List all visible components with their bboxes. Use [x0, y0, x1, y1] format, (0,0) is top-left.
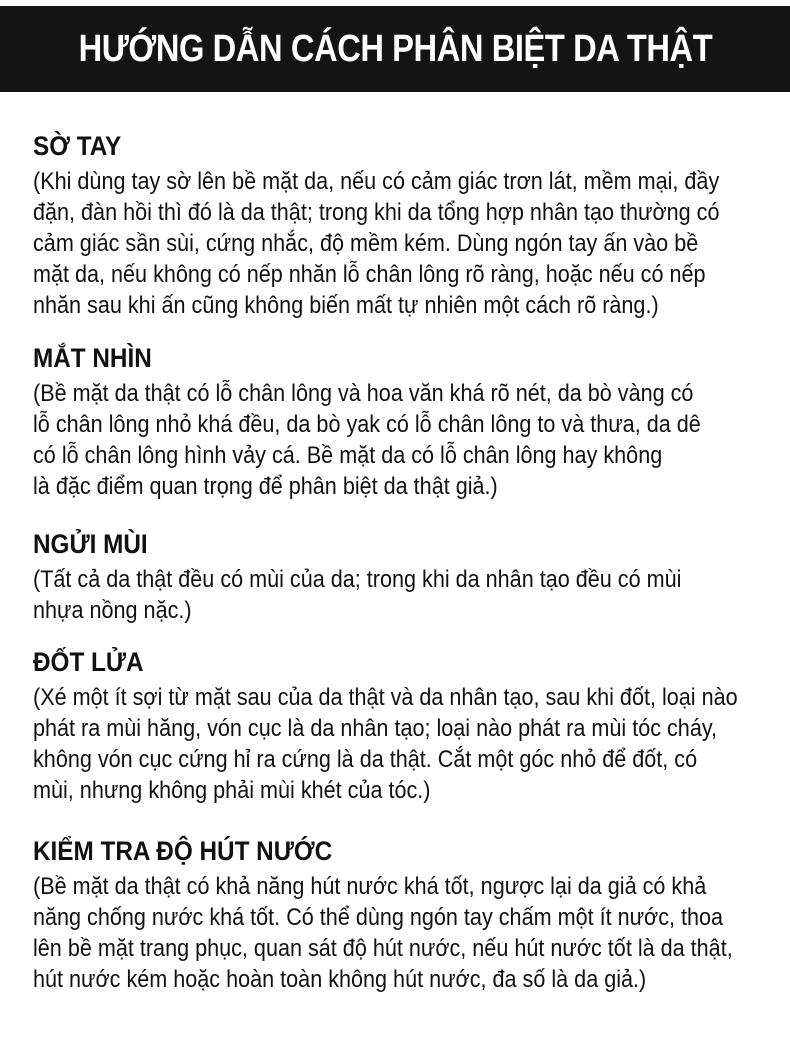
section-body: (Bề mặt da thật có lỗ chân lông và hoa văn khá rõ nét, da bò vàng có lỗ chân lông nhỏ khá đều, da bò yak có lỗ chân lông to và thưa, da dê có lỗ chân lông hình vảy cá. Bề mặt da có lỗ chân lông hay không là đặc điểm quan trọng để phân biệt da thật giả.) [33, 380, 701, 500]
section-burn [33, 646, 790, 806]
section-heading: SỜ TAY [33, 131, 122, 161]
page-title: HƯỚNG DẪN CÁCH PHÂN BIỆT DA THẬT [78, 27, 712, 70]
section-body: (Bề mặt da thật có khả năng hút nước khá tốt, ngược lại da giả có khả năng chống nước khá tốt. Có thể dùng ngón tay chấm một ít nước, thoa lên bề mặt trang phục, quan sát độ hút nước, nếu hút nước tốt là da thật, hút nước kém hoặc hoàn toàn không hút nước, đa số là da giả.) [33, 873, 733, 993]
section-body: (Xé một ít sợi từ mặt sau của da thật và da nhân tạo, sau khi đốt, loại nào phát ra mùi hăng, vón cục là da nhân tạo; loại nào phát ra mùi tóc cháy, không vón cục cứng hỉ ra cứng là da thật. Cắt một góc nhỏ để đốt, có mùi, nhưng không phải mùi khét của tóc.) [33, 684, 738, 804]
section-body: (Tất cả da thật đều có mùi của da; trong khi da nhân tạo đều có mùi nhựa nồng nặc.) [33, 566, 682, 624]
section-smell [33, 528, 790, 626]
title-banner [0, 6, 790, 92]
section-heading: KIỂM TRA ĐỘ HÚT NƯỚC [33, 836, 333, 866]
section-body: (Khi dùng tay sờ lên bề mặt da, nếu có cảm giác trơn lát, mềm mại, đầy đặn, đàn hồi thì đó là da thật; trong khi da tổng hợp nhân tạo thường có cảm giác sần sùi, cứng nhắc, độ mềm kém. Dùng ngón tay ấn vào bề mặt da, nếu không có nếp nhăn lỗ chân lông rõ ràng, hoặc nếu có nếp nhăn sau khi ấn cũng không biến mất tự nhiên một cách rõ ràng.) [33, 168, 720, 319]
section-heading: MẮT NHÌN [33, 343, 152, 373]
section-heading: ĐỐT LỬA [33, 647, 144, 677]
section-water-absorption [33, 835, 790, 995]
section-look [33, 342, 790, 502]
section-touch [33, 130, 790, 321]
section-heading: NGỬI MÙI [33, 529, 148, 559]
